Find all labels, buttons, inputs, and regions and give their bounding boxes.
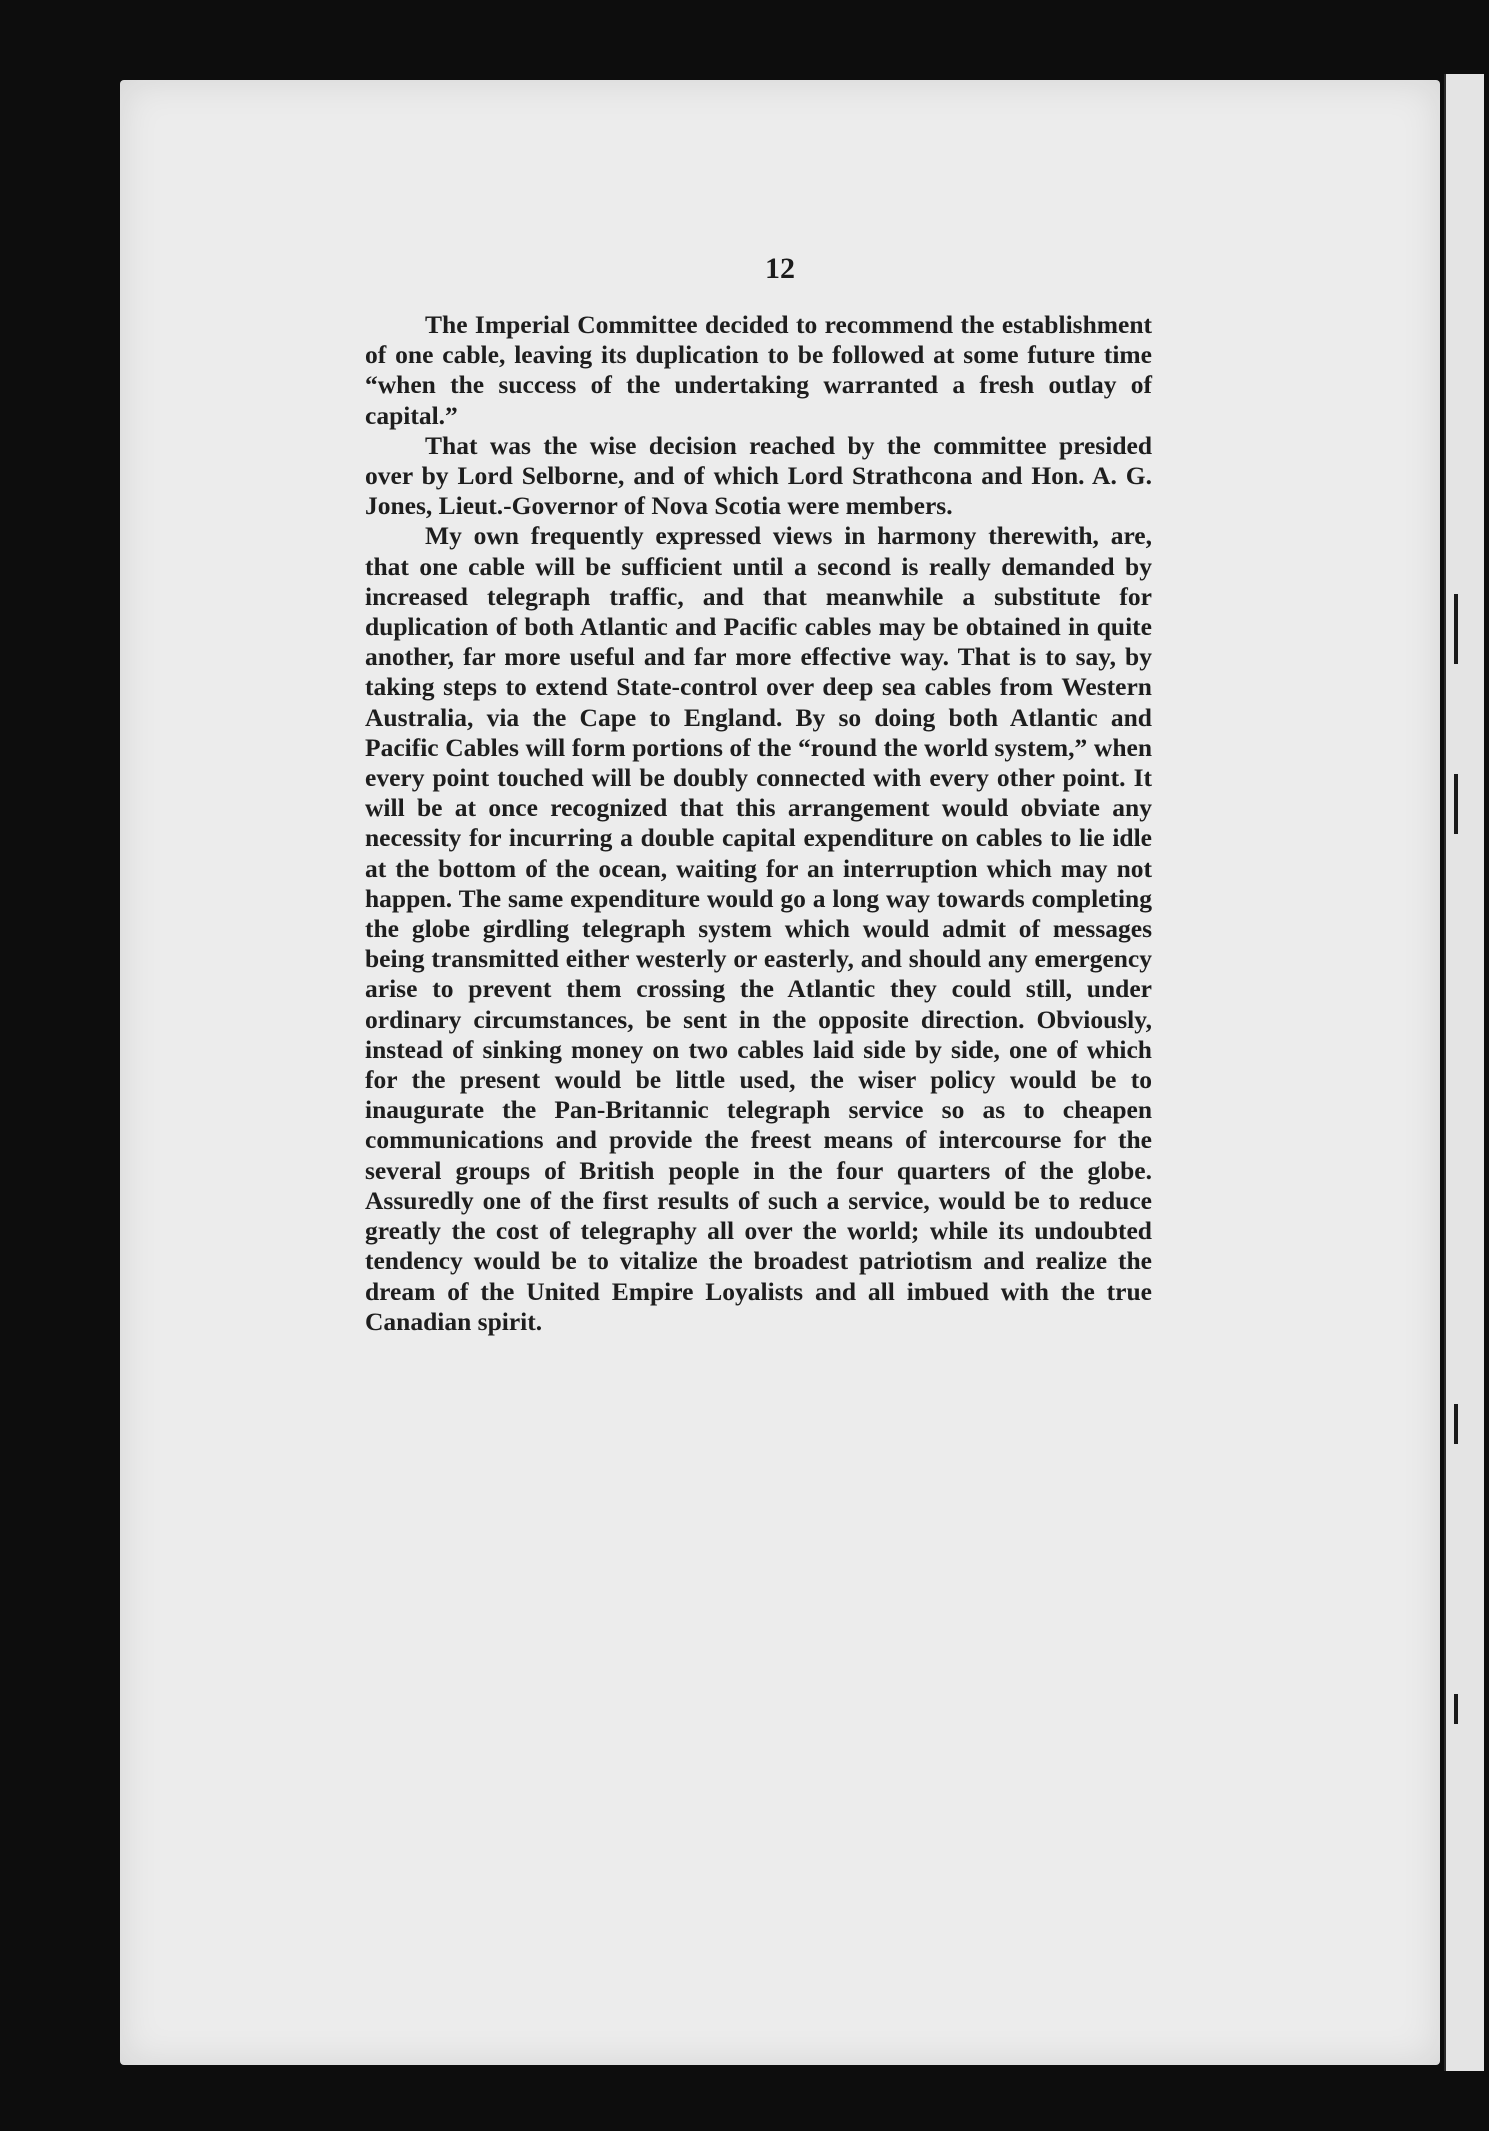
edge-mark [1454,1694,1458,1724]
paragraph-views: My own frequently expressed views in harmony therewith, are, that one cable will be sufficient until a second is really demanded by increased telegraph traffic, and that meanwhile a substitute for duplication of both Atlantic and Pacific cables may be obtained in quite another, far more useful and far more effective way. That is to say, by taking steps to extend State-control over deep sea cables from Western Australia, via the Cape to England. By so doing both Atlantic and Pacific Cables will form portions of the “round the world system,” when every point touched will be doubly connected with every other point. It will be at once recognized that this arrangement would obviate any necessity for incurring a double capital expenditure on cables to lie idle at the bottom of the ocean, waiting for an interruption which may not happen. The same expenditure would go a long way towards completing the globe girdling telegraph system which would admit of messages being transmitted either westerly or easterly, and should any emergency arise to prevent them crossing the Atlantic they could still, under ordinary circumstances, be sent in the opposite direction. Obviously, instead of sinking money on two cables laid side by side, one of which for the present would be little used, the wiser policy would be to inaugurate the Pan-Britannic telegraph service so as to cheapen communications and provide the freest means of intercourse for the several groups of British people in the four quarters of the globe. Assuredly one of the first results of such a service, would be to reduce greatly the cost of telegraphy all over the world; while its undoubted tendency would be to vitalize the broadest patriotism and realize the dream of the United Empire Loyalists and all imbued with the true Canadian spirit. [365,521,1152,1336]
edge-mark [1454,1404,1458,1444]
next-page-edge [1444,74,1484,2071]
paragraph-selborne: That was the wise decision reached by the committee presided over by Lord Selborne, and of which Lord Strathcona and Hon. A. G. Jones, Lieut.-Governor of Nova Scotia were members. [365,430,1152,521]
edge-mark [1454,774,1458,834]
body-text [365,310,1152,1337]
paragraph-committee-decision: The Imperial Committee decided to recommend the establishment of one cable, leaving its duplication to be followed at some future time “when the success of the undertaking warranted a fresh outlay of capital.” [365,310,1152,430]
page-number: 12 [765,252,795,285]
document-page [120,80,1440,2065]
edge-mark [1454,594,1458,664]
